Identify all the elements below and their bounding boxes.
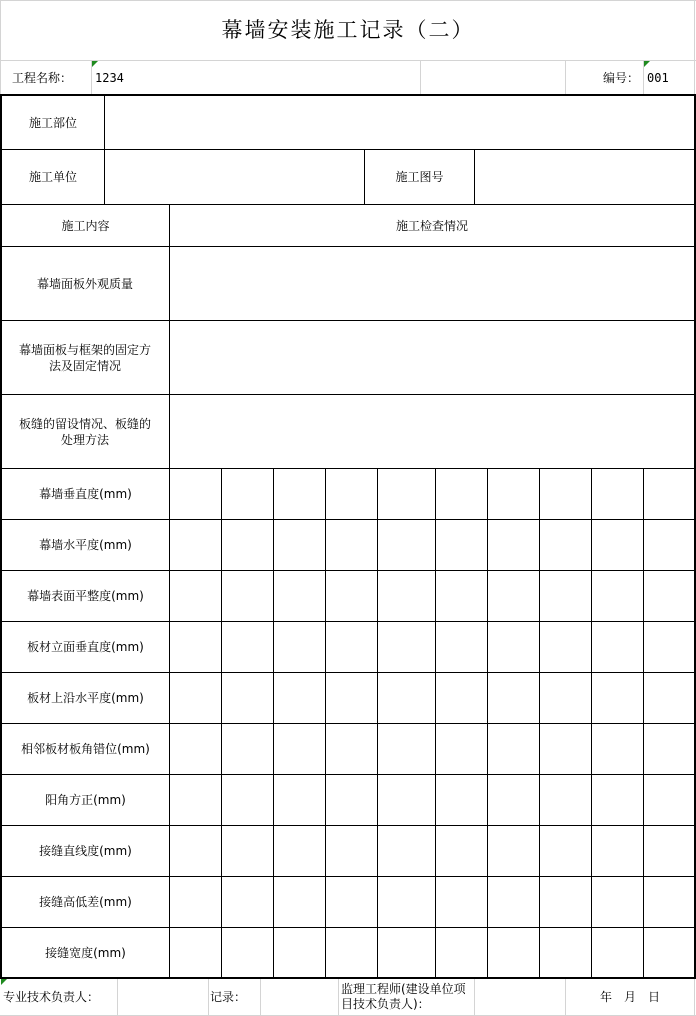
measurement-cell[interactable] [222,469,273,519]
measurement-cell[interactable] [436,622,487,672]
gridline [694,979,695,1016]
measurement-cell[interactable] [540,673,591,723]
measurement-cell[interactable] [170,826,221,876]
measurement-cell[interactable] [592,469,643,519]
measurement-cell[interactable] [644,673,694,723]
gridline [208,979,209,1016]
gridline [420,60,421,95]
measurement-cell[interactable] [540,622,591,672]
measurement-cell[interactable] [644,571,694,621]
measurement-cell[interactable] [222,622,273,672]
measurement-cell[interactable] [592,622,643,672]
measurement-cell[interactable] [170,877,221,927]
measurement-cell[interactable] [436,877,487,927]
measurement-cell[interactable] [378,673,435,723]
measurement-cell[interactable] [644,928,694,978]
measurement-cell[interactable] [274,520,325,570]
tech-lead-field[interactable] [118,979,208,1015]
text-row-field[interactable] [170,395,694,468]
measurement-cell[interactable] [222,724,273,774]
text-row-label: 幕墙面板外观质量 [36,276,133,291]
measurement-cell[interactable] [326,622,377,672]
drawing-number-field[interactable] [475,150,694,204]
project-name-field[interactable]: 1234 [95,71,124,85]
measurement-cell[interactable] [436,469,487,519]
text-row-field[interactable] [170,247,694,320]
page-title: 幕墙安装施工记录（二） [221,18,475,42]
measurement-cell[interactable] [274,928,325,978]
measurement-cell[interactable] [326,775,377,825]
measurement-cell[interactable] [378,928,435,978]
measurement-cell[interactable] [436,571,487,621]
measurement-cell[interactable] [644,520,694,570]
measurement-cell[interactable] [488,469,539,519]
measurement-cell[interactable] [378,622,435,672]
measurement-cell[interactable] [378,724,435,774]
location-label: 施工部位 [28,115,77,130]
measurement-cell[interactable] [540,469,591,519]
measure-row-label: 幕墙垂直度(mm) [39,487,132,501]
text-row-field[interactable] [170,321,694,394]
measurement-cell[interactable] [644,724,694,774]
recorder-label: 记录： [210,990,247,1004]
measurement-cell[interactable] [644,622,694,672]
measurement-cell[interactable] [378,877,435,927]
measurement-cell[interactable] [436,724,487,774]
measurement-cell[interactable] [488,622,539,672]
date-label: 年 月 日 [599,990,660,1004]
text-row-label: 板缝的留设情况、板缝的处理方法 [18,416,151,447]
text-row-label: 幕墙面板与框架的固定方法及固定情况 [18,342,151,373]
measurement-cell[interactable] [488,928,539,978]
measurement-cell[interactable] [326,877,377,927]
measure-row-label: 阳角方正(mm) [45,793,126,807]
measurement-cell[interactable] [488,826,539,876]
measurement-cell[interactable] [274,826,325,876]
measurement-cell[interactable] [170,775,221,825]
number-field[interactable]: 001 [647,71,669,85]
measure-row-label: 相邻板材板角错位(mm) [21,742,150,756]
measurement-cell[interactable] [436,826,487,876]
measurement-cell[interactable] [644,826,694,876]
measurement-cell[interactable] [326,724,377,774]
measurement-cell[interactable] [222,775,273,825]
measurement-cell[interactable] [488,775,539,825]
location-field[interactable] [105,96,694,149]
measurement-cell[interactable] [326,571,377,621]
measurement-cell[interactable] [592,826,643,876]
unit-field[interactable] [105,150,364,204]
drawing-number-label: 施工图号 [395,170,444,184]
gridline [338,979,339,1016]
measurement-cell[interactable] [488,571,539,621]
measurement-cell[interactable] [488,724,539,774]
tech-lead-label: 专业技术负责人： [3,990,100,1004]
measurement-cell[interactable] [378,826,435,876]
measurement-cell[interactable] [592,673,643,723]
measurement-cell[interactable] [274,775,325,825]
measurement-cell[interactable] [488,673,539,723]
measurement-cell[interactable] [326,673,377,723]
unit-label: 施工单位 [28,170,77,184]
measurement-cell[interactable] [592,775,643,825]
measurement-cell[interactable] [326,520,377,570]
measurement-cell[interactable] [488,877,539,927]
measurement-cell[interactable] [170,673,221,723]
measurement-cell[interactable] [222,673,273,723]
measurement-cell[interactable] [592,928,643,978]
measure-row-label: 幕墙水平度(mm) [39,538,132,552]
measurement-cell[interactable] [592,877,643,927]
column-header-content: 施工内容 [61,218,110,233]
measure-row-label: 板材立面垂直度(mm) [27,640,144,654]
measurement-cell[interactable] [436,520,487,570]
column-header-inspection: 施工检查情况 [395,218,468,233]
measurement-cell[interactable] [274,673,325,723]
measurement-cell[interactable] [592,571,643,621]
measurement-cell[interactable] [644,877,694,927]
measurement-cell[interactable] [170,520,221,570]
measurement-cell[interactable] [436,673,487,723]
measurement-cell[interactable] [378,571,435,621]
measurement-cell[interactable] [222,928,273,978]
measurement-cell[interactable] [170,724,221,774]
measurement-cell[interactable] [170,928,221,978]
measure-row-label: 接缝直线度(mm) [39,844,132,858]
project-name-label: 工程名称： [12,71,73,85]
recorder-field[interactable] [261,979,338,1015]
measure-row-label: 幕墙表面平整度(mm) [27,589,144,603]
measurement-cell[interactable] [436,775,487,825]
measurement-cell[interactable] [274,622,325,672]
measurement-cell[interactable] [326,469,377,519]
measurement-cell[interactable] [488,520,539,570]
measurement-cell[interactable] [326,928,377,978]
measurement-cell[interactable] [540,877,591,927]
measure-row-label: 接缝高低差(mm) [39,895,132,909]
measurement-cell[interactable] [378,469,435,519]
measurement-cell[interactable] [540,724,591,774]
number-label: 编号： [602,71,639,85]
measurement-cell[interactable] [326,826,377,876]
measurement-cell[interactable] [222,520,273,570]
measurement-cell[interactable] [378,520,435,570]
supervisor-field[interactable] [475,979,565,1015]
supervisor-label: 监理工程师(建设单位项目技术负责人)： [341,982,466,1011]
measurement-cell[interactable] [222,877,273,927]
measurement-cell[interactable] [274,724,325,774]
measurement-cell[interactable] [222,826,273,876]
measurement-cell[interactable] [436,928,487,978]
measure-row-label: 接缝宽度(mm) [45,945,126,960]
measurement-cell[interactable] [644,469,694,519]
measurement-cell[interactable] [170,469,221,519]
measurement-cell[interactable] [592,520,643,570]
measurement-cell[interactable] [170,622,221,672]
measure-row-label: 板材上沿水平度(mm) [27,691,144,705]
measurement-cell[interactable] [540,775,591,825]
measurement-cell[interactable] [274,571,325,621]
measurement-cell[interactable] [644,775,694,825]
measurement-cell[interactable] [540,928,591,978]
measurement-cell[interactable] [378,775,435,825]
measurement-cell[interactable] [540,571,591,621]
measurement-cell[interactable] [274,469,325,519]
measurement-cell[interactable] [592,724,643,774]
measurement-cell[interactable] [170,571,221,621]
measurement-cell[interactable] [540,520,591,570]
measurement-cell[interactable] [540,826,591,876]
measurement-cell[interactable] [222,571,273,621]
measurement-cell[interactable] [274,877,325,927]
